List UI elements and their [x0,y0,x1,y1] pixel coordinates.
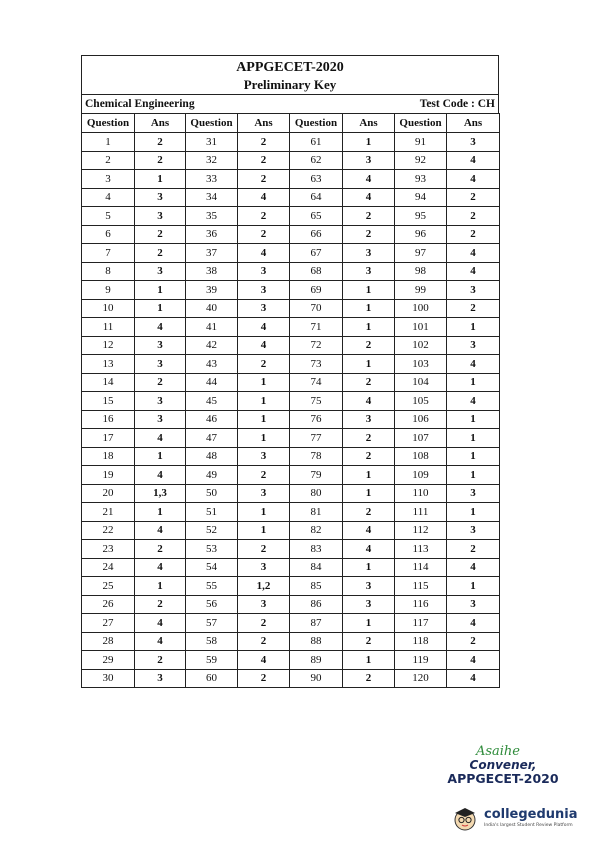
question-number-cell: 10 [82,299,135,318]
answer-cell: 2 [447,299,500,318]
question-number-cell: 95 [395,207,447,226]
column-header-question: Question [186,114,238,133]
question-number-cell: 45 [186,392,238,411]
answer-cell: 3 [238,595,290,614]
question-number-cell: 103 [395,355,447,374]
table-row [82,281,500,300]
answer-cell: 3 [135,336,186,355]
brand-name: collegedunia [484,807,578,822]
question-number-cell: 44 [186,373,238,392]
answer-cell: 1 [343,133,395,152]
answer-cell: 4 [135,558,186,577]
answer-cell: 4 [135,614,186,633]
convener-org: APPGECET-2020 [447,771,559,786]
answer-cell: 1 [238,392,290,411]
question-number-cell: 1 [82,133,135,152]
brand-tagline: India's largest Student Review Platform [484,823,573,828]
answer-cell: 3 [447,133,500,152]
answer-cell: 1,3 [135,484,186,503]
answer-cell: 2 [343,447,395,466]
answer-cell: 2 [447,540,500,559]
answer-cell: 3 [343,244,395,263]
question-number-cell: 72 [290,336,343,355]
question-number-cell: 94 [395,188,447,207]
question-number-cell: 96 [395,225,447,244]
answer-cell: 2 [238,207,290,226]
answer-key-body [82,133,500,688]
question-number-cell: 114 [395,558,447,577]
question-number-cell: 41 [186,318,238,337]
answer-cell: 1 [343,299,395,318]
answer-cell: 2 [447,225,500,244]
answer-cell: 2 [238,540,290,559]
answer-cell: 2 [238,151,290,170]
answer-cell: 1 [238,503,290,522]
question-number-cell: 58 [186,632,238,651]
question-number-cell: 6 [82,225,135,244]
answer-cell: 1 [343,614,395,633]
answer-cell: 4 [447,262,500,281]
answer-cell: 4 [447,669,500,688]
answer-cell: 2 [343,503,395,522]
question-number-cell: 23 [82,540,135,559]
answer-cell: 1 [447,410,500,429]
subject-label: Chemical Engineering [85,98,195,110]
question-number-cell: 42 [186,336,238,355]
question-number-cell: 47 [186,429,238,448]
answer-cell: 2 [135,651,186,670]
answer-cell: 3 [343,151,395,170]
question-number-cell: 7 [82,244,135,263]
question-number-cell: 115 [395,577,447,596]
answer-cell: 2 [238,669,290,688]
question-number-cell: 65 [290,207,343,226]
question-number-cell: 25 [82,577,135,596]
answer-cell: 3 [343,410,395,429]
column-header-question: Question [82,114,135,133]
question-number-cell: 39 [186,281,238,300]
question-number-cell: 69 [290,281,343,300]
table-row [82,595,500,614]
answer-cell: 4 [135,466,186,485]
column-header-answer: Ans [447,114,500,133]
question-number-cell: 52 [186,521,238,540]
question-number-cell: 28 [82,632,135,651]
answer-cell: 4 [343,170,395,189]
answer-cell: 3 [135,669,186,688]
table-row [82,651,500,670]
table-row [82,188,500,207]
question-number-cell: 63 [290,170,343,189]
answer-cell: 3 [238,484,290,503]
answer-cell: 3 [135,410,186,429]
answer-cell: 1 [447,318,500,337]
question-number-cell: 60 [186,669,238,688]
question-number-cell: 17 [82,429,135,448]
table-row [82,540,500,559]
table-row [82,355,500,374]
answer-cell: 2 [135,133,186,152]
answer-cell: 1 [343,484,395,503]
answer-cell: 3 [135,392,186,411]
answer-cell: 3 [238,558,290,577]
answer-cell: 2 [238,632,290,651]
question-number-cell: 80 [290,484,343,503]
question-number-cell: 101 [395,318,447,337]
answer-cell: 3 [238,262,290,281]
question-number-cell: 82 [290,521,343,540]
question-number-cell: 108 [395,447,447,466]
answer-cell: 3 [135,188,186,207]
answer-cell: 1 [343,466,395,485]
question-number-cell: 105 [395,392,447,411]
signature-scribble: Asaihe [475,744,521,759]
answer-cell: 1 [238,429,290,448]
answer-cell: 1 [135,299,186,318]
question-number-cell: 77 [290,429,343,448]
table-row [82,577,500,596]
question-number-cell: 68 [290,262,343,281]
table-row [82,484,500,503]
table-row [82,318,500,337]
answer-cell: 3 [238,299,290,318]
table-row [82,244,500,263]
question-number-cell: 20 [82,484,135,503]
question-number-cell: 119 [395,651,447,670]
answer-cell: 4 [135,318,186,337]
answer-key-table [81,113,500,688]
question-number-cell: 24 [82,558,135,577]
answer-cell: 1 [135,503,186,522]
question-number-cell: 104 [395,373,447,392]
answer-cell: 4 [238,318,290,337]
question-number-cell: 107 [395,429,447,448]
question-number-cell: 109 [395,466,447,485]
question-number-cell: 74 [290,373,343,392]
question-number-cell: 92 [395,151,447,170]
table-row [82,207,500,226]
answer-cell: 2 [238,170,290,189]
answer-cell: 2 [135,373,186,392]
question-number-cell: 76 [290,410,343,429]
question-number-cell: 57 [186,614,238,633]
question-number-cell: 31 [186,133,238,152]
convener-label: Convener, [469,758,537,772]
answer-key-sheet [81,55,499,688]
question-number-cell: 81 [290,503,343,522]
table-row [82,151,500,170]
column-header-answer: Ans [135,114,186,133]
question-number-cell: 5 [82,207,135,226]
table-row [82,429,500,448]
question-number-cell: 106 [395,410,447,429]
question-number-cell: 75 [290,392,343,411]
answer-cell: 3 [447,521,500,540]
answer-cell: 4 [135,429,186,448]
table-row [82,503,500,522]
answer-cell: 4 [447,151,500,170]
answer-cell: 2 [135,595,186,614]
question-number-cell: 66 [290,225,343,244]
question-number-cell: 59 [186,651,238,670]
question-number-cell: 35 [186,207,238,226]
question-number-cell: 36 [186,225,238,244]
answer-cell: 4 [447,614,500,633]
answer-cell: 4 [238,651,290,670]
convener-signature-block [428,745,578,786]
question-number-cell: 50 [186,484,238,503]
question-number-cell: 38 [186,262,238,281]
answer-cell: 1 [447,503,500,522]
table-row [82,225,500,244]
answer-cell: 2 [238,133,290,152]
answer-cell: 1 [135,447,186,466]
answer-cell: 3 [447,595,500,614]
question-number-cell: 34 [186,188,238,207]
question-number-cell: 12 [82,336,135,355]
answer-cell: 4 [447,170,500,189]
answer-cell: 4 [135,521,186,540]
question-number-cell: 84 [290,558,343,577]
question-number-cell: 78 [290,447,343,466]
question-number-cell: 30 [82,669,135,688]
answer-cell: 1 [135,170,186,189]
question-number-cell: 29 [82,651,135,670]
question-number-cell: 49 [186,466,238,485]
question-number-cell: 102 [395,336,447,355]
question-number-cell: 15 [82,392,135,411]
answer-cell: 2 [343,207,395,226]
answer-cell: 4 [447,355,500,374]
question-number-cell: 8 [82,262,135,281]
question-number-cell: 51 [186,503,238,522]
question-number-cell: 19 [82,466,135,485]
table-row [82,521,500,540]
question-number-cell: 70 [290,299,343,318]
answer-cell: 2 [343,429,395,448]
question-number-cell: 88 [290,632,343,651]
question-number-cell: 48 [186,447,238,466]
column-header-answer: Ans [343,114,395,133]
answer-cell: 4 [135,632,186,651]
question-number-cell: 89 [290,651,343,670]
table-row [82,410,500,429]
answer-cell: 2 [135,225,186,244]
answer-cell: 3 [447,281,500,300]
question-number-cell: 46 [186,410,238,429]
table-row [82,133,500,152]
question-number-cell: 18 [82,447,135,466]
test-code-label: Test Code : CH [419,98,495,110]
question-number-cell: 73 [290,355,343,374]
question-number-cell: 120 [395,669,447,688]
answer-cell: 3 [447,336,500,355]
question-number-cell: 3 [82,170,135,189]
answer-cell: 4 [343,392,395,411]
answer-cell: 1 [343,355,395,374]
question-number-cell: 2 [82,151,135,170]
table-row [82,466,500,485]
question-number-cell: 55 [186,577,238,596]
table-row [82,392,500,411]
question-number-cell: 9 [82,281,135,300]
answer-cell: 3 [238,447,290,466]
answer-cell: 2 [447,188,500,207]
table-row [82,669,500,688]
answer-cell: 2 [343,373,395,392]
answer-cell: 1 [238,521,290,540]
question-number-cell: 87 [290,614,343,633]
table-row [82,447,500,466]
answer-cell: 2 [447,632,500,651]
answer-cell: 2 [238,614,290,633]
page-title: APPGECET-2020 [236,60,344,75]
answer-cell: 1 [343,651,395,670]
table-row [82,373,500,392]
answer-cell: 2 [447,207,500,226]
answer-cell: 4 [343,188,395,207]
question-number-cell: 118 [395,632,447,651]
table-row [82,632,500,651]
question-number-cell: 79 [290,466,343,485]
question-number-cell: 14 [82,373,135,392]
question-number-cell: 21 [82,503,135,522]
column-header-question: Question [395,114,447,133]
question-number-cell: 86 [290,595,343,614]
question-number-cell: 116 [395,595,447,614]
question-number-cell: 113 [395,540,447,559]
answer-cell: 3 [343,577,395,596]
question-number-cell: 33 [186,170,238,189]
question-number-cell: 13 [82,355,135,374]
column-header-answer: Ans [238,114,290,133]
question-number-cell: 110 [395,484,447,503]
question-number-cell: 16 [82,410,135,429]
question-number-cell: 71 [290,318,343,337]
table-row [82,170,500,189]
page-subtitle: Preliminary Key [243,77,337,92]
answer-cell: 1 [447,577,500,596]
answer-cell: 2 [343,225,395,244]
question-number-cell: 27 [82,614,135,633]
answer-cell: 1 [447,466,500,485]
answer-cell: 1 [447,447,500,466]
answer-cell: 1 [447,429,500,448]
question-number-cell: 4 [82,188,135,207]
question-number-cell: 56 [186,595,238,614]
answer-cell: 3 [135,355,186,374]
question-number-cell: 97 [395,244,447,263]
answer-cell: 3 [343,595,395,614]
table-row [82,262,500,281]
answer-cell: 4 [447,558,500,577]
table-row [82,299,500,318]
answer-cell: 1 [135,281,186,300]
question-number-cell: 83 [290,540,343,559]
answer-cell: 2 [135,151,186,170]
answer-cell: 1 [238,373,290,392]
answer-cell: 1 [135,577,186,596]
question-number-cell: 62 [290,151,343,170]
question-number-cell: 61 [290,133,343,152]
table-row [82,558,500,577]
answer-cell: 4 [238,336,290,355]
answer-cell: 2 [238,225,290,244]
answer-cell: 2 [238,355,290,374]
question-number-cell: 26 [82,595,135,614]
question-number-cell: 54 [186,558,238,577]
question-number-cell: 11 [82,318,135,337]
answer-cell: 1 [238,410,290,429]
question-number-cell: 93 [395,170,447,189]
answer-cell: 1 [447,373,500,392]
answer-cell: 4 [343,521,395,540]
question-number-cell: 111 [395,503,447,522]
table-row [82,614,500,633]
answer-cell: 3 [343,262,395,281]
answer-cell: 3 [447,484,500,503]
title-box [81,55,499,95]
question-number-cell: 98 [395,262,447,281]
answer-cell: 2 [343,336,395,355]
answer-cell: 1 [343,281,395,300]
question-number-cell: 37 [186,244,238,263]
answer-cell: 4 [447,244,500,263]
question-number-cell: 91 [395,133,447,152]
answer-cell: 3 [238,281,290,300]
question-number-cell: 40 [186,299,238,318]
question-number-cell: 53 [186,540,238,559]
question-number-cell: 32 [186,151,238,170]
answer-cell: 2 [135,540,186,559]
question-number-cell: 64 [290,188,343,207]
answer-cell: 2 [238,466,290,485]
table-row [82,336,500,355]
answer-cell: 3 [135,207,186,226]
answer-cell: 4 [447,392,500,411]
question-number-cell: 117 [395,614,447,633]
answer-cell: 2 [343,632,395,651]
question-number-cell: 90 [290,669,343,688]
column-header-question: Question [290,114,343,133]
question-number-cell: 99 [395,281,447,300]
question-number-cell: 85 [290,577,343,596]
answer-cell: 1,2 [238,577,290,596]
answer-cell: 4 [238,244,290,263]
collegedunia-watermark [450,800,590,836]
answer-cell: 1 [343,558,395,577]
answer-cell: 4 [447,651,500,670]
question-number-cell: 67 [290,244,343,263]
question-number-cell: 22 [82,521,135,540]
answer-cell: 4 [238,188,290,207]
answer-cell: 3 [135,262,186,281]
student-mascot-icon [450,803,480,833]
answer-cell: 2 [135,244,186,263]
question-number-cell: 112 [395,521,447,540]
answer-cell: 1 [343,318,395,337]
table-header-row [82,114,500,133]
question-number-cell: 43 [186,355,238,374]
answer-cell: 2 [343,669,395,688]
question-number-cell: 100 [395,299,447,318]
info-row [81,95,499,113]
answer-cell: 4 [343,540,395,559]
